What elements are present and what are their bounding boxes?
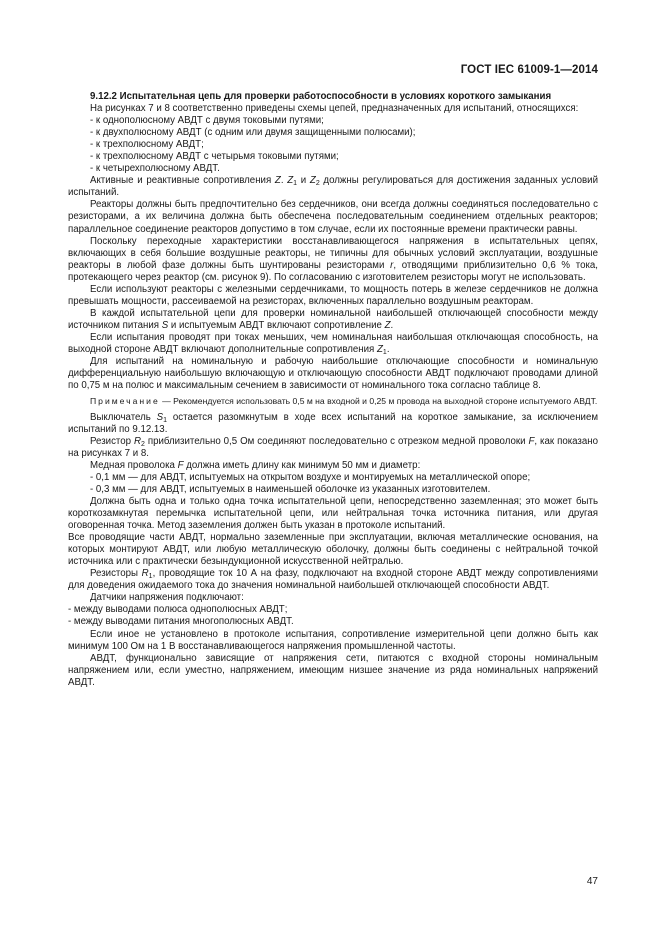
paragraph-test-circuit: В каждой испытательной цепи для проверки номинальной наибольшей отключающей способности между источником питания S и испытуемым АВДТ включают сопротивление Z. xyxy=(68,307,598,331)
list-item: - к трехполюсному АВДТ с четырьмя токовыми путями; xyxy=(90,151,339,163)
intro-paragraph: На рисунках 7 и 8 соответственно приведены схемы цепей, предназначенных для испытаний, относящихся: xyxy=(90,103,579,115)
page-content xyxy=(68,91,598,689)
list-item: - к четырехполюсному АВДТ. xyxy=(90,163,220,175)
section-heading xyxy=(68,91,598,103)
section-title: Испытательная цепь для проверки работоспособности в условиях короткого замыкания xyxy=(119,91,552,102)
paragraph-resistors-r1: Резисторы $R_1$, проводящие ток 10 А на фазу, подключают на входной стороне АВДТ между сопротивлениями для доведения ожидаемого тока до значения номинальной наибольшей отключающей способности АВДТ. xyxy=(68,568,598,592)
paragraph-switch: Выключатель $S_1$ остается разомкнутым в ходе всех испытаний на короткое замыкание, за исключением испытаний по 9.12.13. xyxy=(68,411,598,435)
paragraph-iron-cores: Если используют реакторы с железными сердечниками, то мощность потерь в железе сердечников не должна превышать мощности, рассеиваемой на резисторах, включенных параллельно воздушным реакторам. xyxy=(68,283,598,307)
list-item: - к однополюсному АВДТ с двумя токовыми путями; xyxy=(90,115,324,127)
paragraph-grounding: Должна быть одна и только одна точка испытательной цепи, непосредственно заземленная; это может быть короткозамкнутая перемычка испытательной цепи, или нейтральная точка источника питания, или другая оговоренная точка. Метод заземления должен быть указан в протоколе испытаний. xyxy=(68,496,598,532)
paragraph-lower-currents: Если испытания проводят при токах меньших, чем номинальная наибольшая отключающая способность, на выходной стороне АВДТ включают дополнительные сопротивления $Z_1$. xyxy=(68,331,598,356)
paragraph-copper-wire: Медная проволока F должна иметь длину как минимум 50 мм и диаметр: xyxy=(90,459,421,471)
list-item: - к двухполюсному АВДТ (с одним или двумя защищенными полюсами); xyxy=(90,127,416,139)
paragraph-wires: Для испытаний на номинальную и рабочую наибольшие отключающие способности и номинальную дифференциальную наибольшую включающую и отключающую способности АВДТ подключают проводами длиной по 0,75 м на полюс и максимальным сечением в зависимости от номинального тока согласно таблице 8. xyxy=(68,356,598,392)
paragraph-resistor-r2: Резистор $R_2$ приблизительно 0,5 Ом соединяют последовательно с отрезком медной проволоки F, как показано на рисунках 7 и 8. xyxy=(68,435,598,459)
note-label: Примечание xyxy=(90,396,160,407)
paragraph-reactors: Реакторы должны быть предпочтительно без сердечников, они всегда должны соединяться последовательно с резисторами, а их величина должна быть обеспечена последовательным соединением отдельных реакторов; параллельное соединение реакторов допустимо в том случае, если их постоянные времени практически равны. xyxy=(68,199,598,235)
paragraph-measuring-circuit: Если иное не установлено в протоколе испытания, сопротивление измерительной цепи должно быть как минимум 100 Ом на 1 В восстанавливающегося напряжения промышленной частоты. xyxy=(68,628,598,652)
paragraph-sensors: Датчики напряжения подключают: xyxy=(90,592,244,604)
list-item: - к трехполюсному АВДТ; xyxy=(90,139,204,151)
paragraph-resistances: Активные и реактивные сопротивления Z. $Z_1$ и $Z_2$ должны регулироваться для достижения заданных условий испытаний. xyxy=(68,175,599,199)
paragraph-transient: Поскольку переходные характеристики восстанавливающегося напряжения в испытательных цепях, включающих в себя большие воздушные реакторы, не типичны для обычных условий эксплуатации, воздушные реакторы в любой фазе должны быть шунтированы резисторами r, отводящими приблизительно 0,6 % тока, протекающего через реактор (см. рисунок 9). По согласованию с изготовителем резисторы могут не использовать. xyxy=(68,235,598,283)
section-number: 9.12.2 xyxy=(90,91,117,102)
list-item: - 0,1 мм — для АВДТ, испытуемых на открытом воздухе и монтируемых на металлической опоре; xyxy=(90,471,531,483)
paragraph-conductive-parts: Все проводящие части АВДТ, нормально заземленные при эксплуатации, включая металлические основания, на которых монтируют АВДТ, или любую металлическую оболочку, должны быть соединены с нейтральной точкой источника или с практически безындукционной искусственной нейтралью. xyxy=(68,532,598,568)
list-item: - между выводами полюса однополюсных АВДТ; xyxy=(68,604,288,616)
document-header: ГОСТ IEC 61009-1—2014 xyxy=(460,64,598,76)
page-number: 47 xyxy=(586,876,598,887)
note-text: Рекомендуется использовать 0,5 м на входной и 0,25 м провода на выходной стороне испытуемого АВДТ. xyxy=(173,396,598,407)
note: Примечание — Рекомендуется использовать 0,5 м на входной и 0,25 м провода на выходной стороне испытуемого АВДТ. xyxy=(90,396,598,407)
list-item: - между выводами питания многополюсных АВДТ. xyxy=(68,616,294,628)
list-item: - 0,3 мм — для АВДТ, испытуемых в наименьшей оболочке из указанных изготовителем. xyxy=(90,483,491,495)
paragraph-voltage-dependent: АВДТ, функционально зависящие от напряжения сети, питаются с входной стороны номинальным напряжением или, если уместно, напряжением, имеющим низшее значение из ряда номинальных напряжений АВДТ. xyxy=(68,652,598,688)
